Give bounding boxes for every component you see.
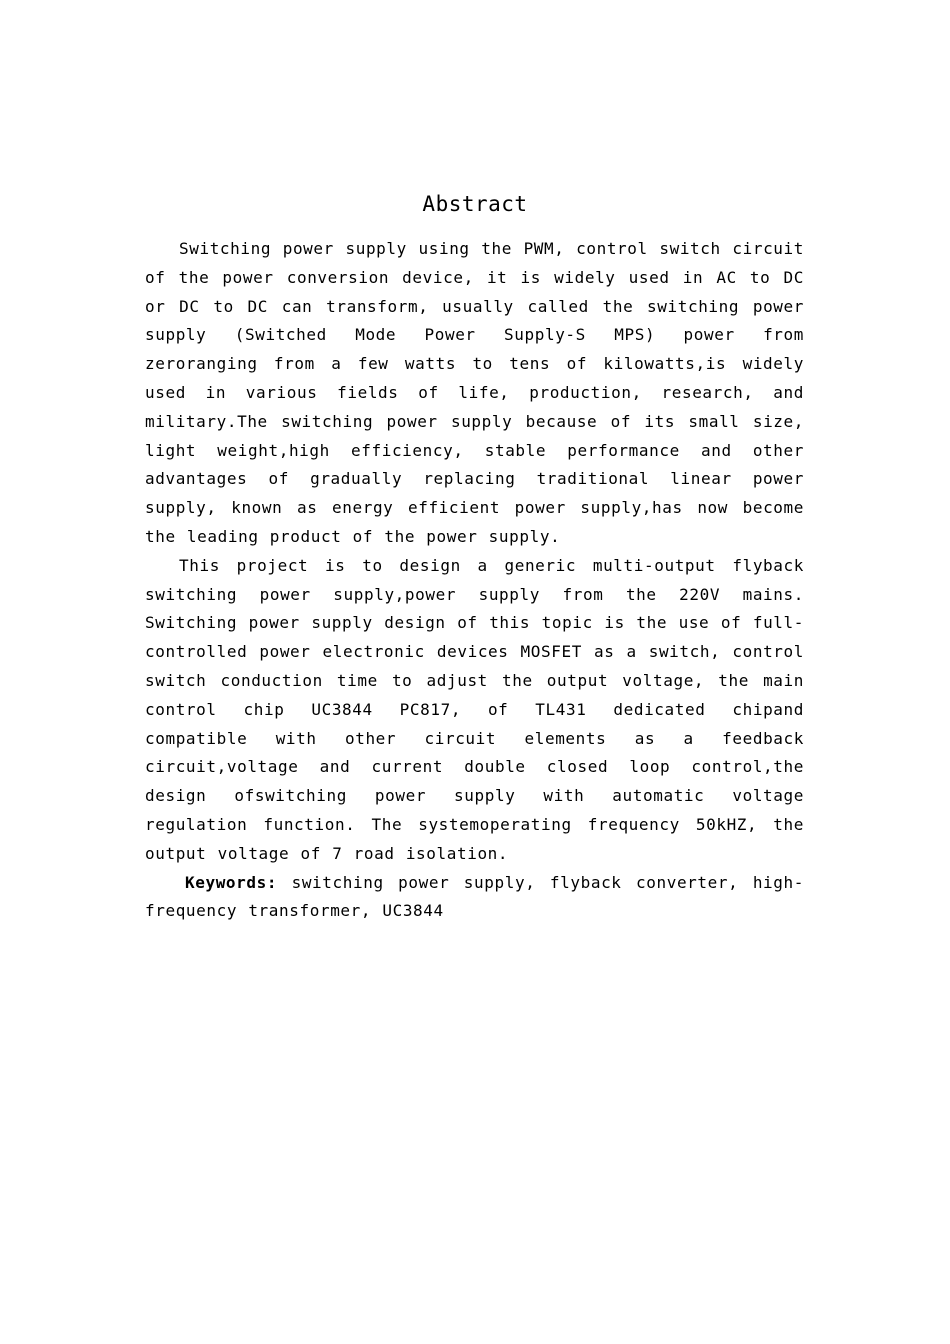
keywords-text: switching power supply, flyback converter, high-frequency transformer, UC3844 <box>145 872 804 921</box>
abstract-body <box>145 235 804 926</box>
abstract-paragraph-2: This project is to design a generic multi-output flyback switching power supply,power supply from the 220V mains. Switching power supply design of this topic is the use of full-controlled power electronic devices MOSFET as a switch, control switch conduction time to adjust the output voltage, the main control chip UC3844 PC817, of TL431 dedicated chipand compatible with other circuit elements as a feedback circuit,voltage and current double closed loop control,the design ofswitching power supply with automatic voltage regulation function. The systemoperating frequency 50kHZ, the output voltage of 7 road isolation. <box>145 555 804 863</box>
keywords-line <box>145 869 804 927</box>
abstract-paragraph-1: Switching power supply using the PWM, control switch circuit of the power conversion device, it is widely used in AC to DC or DC to DC can transform, usually called the switching power supply (Switched Mode Power Supply-S MPS) power from zeroranging from a few watts to tens of kilowatts,is widely used in various fields of life, production, research, and military.The switching power supply because of its small size, light weight,high efficiency, stable performance and other advantages of gradually replacing traditional linear power supply, known as energy efficient power supply,has now become the leading product of the power supply. <box>145 239 804 546</box>
keywords-label: Keywords: <box>185 872 278 892</box>
abstract-title: Abstract <box>422 192 528 216</box>
